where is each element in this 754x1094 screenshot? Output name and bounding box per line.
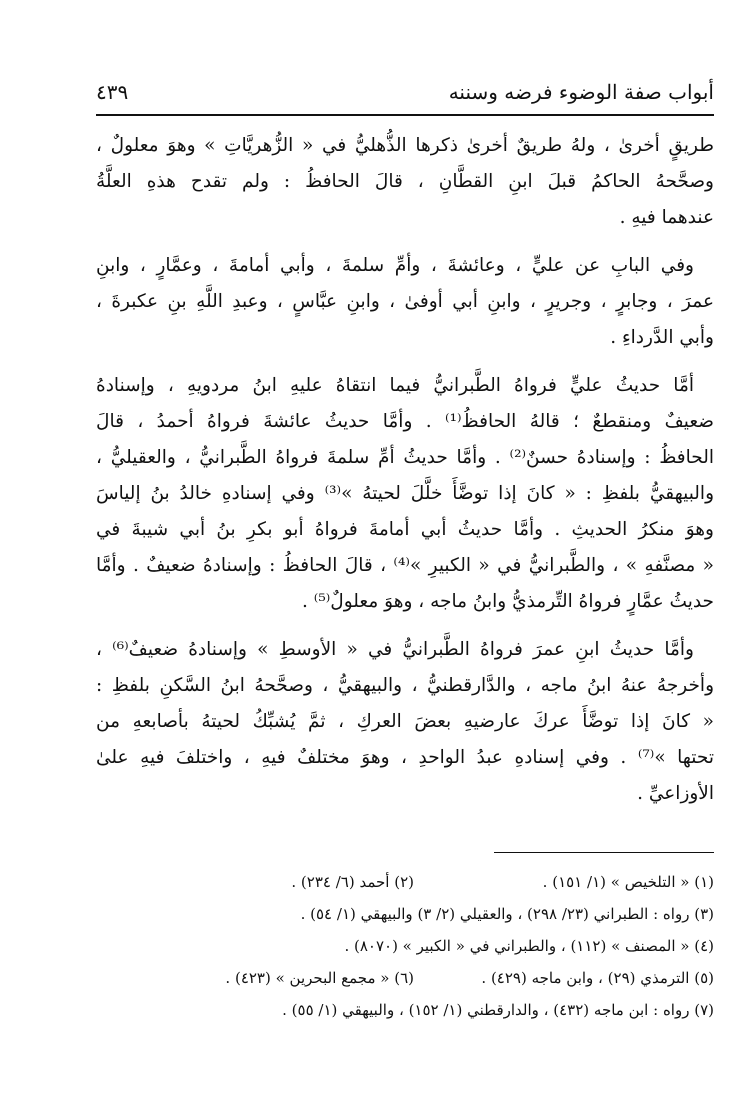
- footnote: (٦) « مجمع البحرين » (٤٢٣) .: [225, 969, 414, 987]
- text-line: والبيهقيُّ بلفظِ : « كانَ إذا توضَّأَ خلَّلَ لحيتهُ »⁽³⁾ وفي إسنادهِ خالدُ بنُ إلياسَ: [96, 483, 715, 504]
- footnote-row: [96, 962, 714, 994]
- paragraph: [96, 128, 714, 236]
- footnote-divider: [494, 852, 714, 853]
- text-line: طريقٍ أخرىٰ ، ولهُ طريقٌ أخرىٰ ذكرها الذُّهليُّ في « الزُّهريَّاتِ » وهوَ معلولٌ ،: [96, 135, 714, 156]
- footnote-row: [96, 866, 714, 898]
- text-line: وصحَّحهُ الحاكمُ قبلَ ابنِ القطَّانِ ، قالَ الحافظُ : ولم تقدح هذهِ العلَّةُ: [96, 171, 714, 192]
- paragraph: [96, 632, 714, 812]
- paragraph: [96, 368, 714, 620]
- text-line: وأبي الدَّرداءِ .: [610, 327, 714, 348]
- paragraph: [96, 248, 714, 356]
- text-line: ضعيفٌ ومنقطعٌ ؛ قالهُ الحافظُ⁽¹⁾ . وأمَّا حديثُ عائشةَ فرواهُ أحمدُ ، قالَ: [96, 411, 714, 432]
- text-line: الحافظُ : وإسنادهُ حسنٌ⁽²⁾ . وأمَّا حديثُ أمِّ سلمةَ فرواهُ الطَّبرانيُّ ، والعقيليُّ ،: [96, 447, 714, 468]
- text-line: تحتها »⁽⁷⁾ . وفي إسنادهِ عبدُ الواحدِ ، وهوَ مختلفٌ فيهِ ، واختلفَ فيهِ علىٰ: [96, 747, 714, 768]
- text-line: الأوزاعيِّ .: [637, 783, 714, 804]
- footnote-row: [96, 994, 714, 1026]
- text-line: وهوَ منكرُ الحديثِ . وأمَّا حديثُ أبي أمامةَ فرواهُ أبو بكرِ بنُ أبي شيبةَ في: [96, 519, 714, 540]
- text-line: وفي البابِ عن عليٍّ ، وعائشةَ ، وأمِّ سلمةَ ، وأبي أمامةَ ، وعمَّارٍ ، وابنِ: [96, 255, 694, 276]
- footnote: (٤) « المصنف » (١١٢) ، والطبراني في « الكبير » (٨٠٧٠) .: [344, 937, 714, 955]
- footnote: (١) « التلخيص » (١/ ١٥١) .: [542, 873, 714, 891]
- text-line: أمَّا حديثُ عليٍّ فرواهُ الطَّبرانيُّ فيما انتقاهُ عليهِ ابنُ مردويهِ ، وإسنادهُ: [96, 375, 694, 396]
- footnote-row: [96, 898, 714, 930]
- text-line: عمرَ ، وجابرٍ ، وجريرٍ ، وابنِ أبي أوفىٰ ، وابنِ عبَّاسٍ ، وعبدِ اللَّهِ بنِ عكبرةَ ،: [96, 291, 714, 312]
- text-line: « كانَ إذا توضَّأَ عركَ عارضيهِ بعضَ العركِ ، ثمَّ يُشبِّكُ لحيتهُ بأصابعهِ من: [96, 711, 714, 732]
- chapter-title: أبواب صفة الوضوء فرضه وسننه: [448, 80, 714, 104]
- text-line: وأخرجهُ عنهُ ابنُ ماجه ، والدَّارقطنيُّ ، والبيهقيُّ ، وصحَّحهُ ابنُ السَّكنِ بلفظِ :: [96, 675, 714, 696]
- main-text: [96, 128, 714, 824]
- text-line: عندهما فيهِ .: [619, 207, 714, 228]
- footnote-row: [96, 930, 714, 962]
- page-number: ٤٣٩: [96, 80, 129, 104]
- footnote: (٢) أحمد (٦/ ٢٣٤) .: [291, 873, 414, 891]
- footnotes: [96, 866, 714, 1026]
- text-line: « مصنَّفهِ » ، والطَّبرانيُّ في « الكبيرِ »⁽⁴⁾ ، قالَ الحافظُ : وإسنادهُ ضعيفٌ . وأمَّا: [96, 555, 714, 576]
- text-line: حديثُ عمَّارٍ فرواهُ التِّرمذيُّ وابنُ ماجه ، وهوَ معلولٌ⁽⁵⁾ .: [302, 591, 714, 612]
- footnote: (٣) رواه : الطبراني (٢٣/ ٢٩٨) ، والعقيلي (٢/ ٣) والبيهقي (١/ ٥٤) .: [300, 905, 714, 923]
- footnote: (٥) الترمذي (٢٩) ، وابن ماجه (٤٢٩) .: [481, 969, 714, 987]
- text-line: وأمَّا حديثُ ابنِ عمرَ فرواهُ الطَّبرانيُّ في « الأوسطِ » وإسنادهُ ضعيفٌ⁽⁶⁾ ،: [96, 639, 694, 660]
- footnote: (٧) رواه : ابن ماجه (٤٣٢) ، والدارقطني (١/ ١٥٢) ، والبيهقي (١/ ٥٥) .: [282, 1001, 714, 1019]
- running-header: [96, 72, 714, 116]
